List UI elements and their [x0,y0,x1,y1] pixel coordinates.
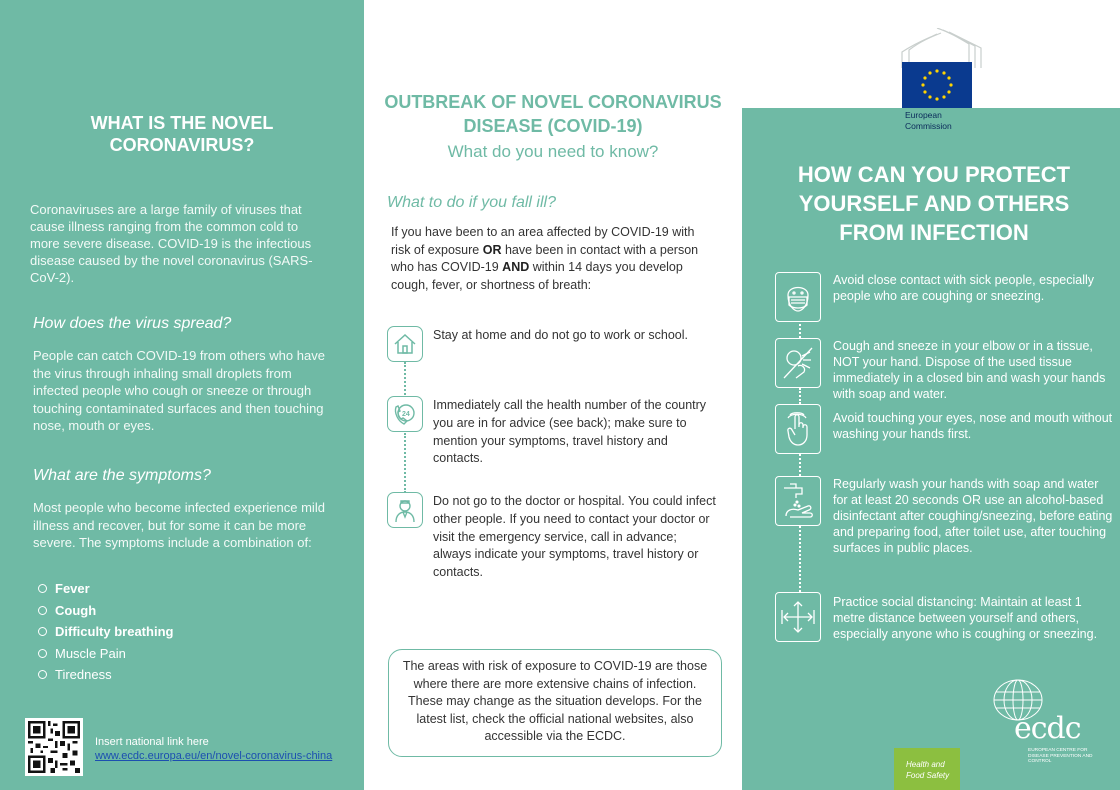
dotted-connector [799,324,801,338]
phone-24-icon [387,396,423,432]
ecdc-link[interactable]: www.ecdc.europa.eu/en/novel-coronavirus-china [95,750,333,762]
protect-text: Avoid touching your eyes, nose and mouth without washing your hands first. [833,411,1113,441]
protect-step-sneeze [775,338,1115,402]
doctor-icon [387,492,423,528]
qr-code-icon[interactable] [25,718,83,776]
main-subtitle: What do you need to know? [447,142,659,161]
fall-ill-intro: If you have been to an area affected by COVID-19 with risk of exposure OR have been in contact with a person who has COVID-19 AND within 14 days you develop cough, fever, or shortness of breath: [391,225,699,292]
touch-hand-icon [775,404,821,454]
bullet-icon [38,584,47,593]
step-call [387,396,727,468]
ecdc-logo [990,678,1100,764]
fall-ill-heading: What to do if you fall ill? [387,194,556,211]
list-item: Fever [38,578,173,600]
insert-link-block [95,735,332,763]
middle-panel [364,0,742,790]
eu-flag-icon [902,62,972,108]
protect-text: Avoid close contact with sick people, especially people who are coughing or sneezing. [833,273,1095,303]
spread-heading: How does the virus spread? [33,315,232,332]
list-item: Tiredness [38,664,173,686]
health-food-safety-badge: Health and Food Safety [894,748,960,790]
intro-text: Coronaviruses are a large family of viruses that cause illness ranging from the common cold to more severe disease. COVID-19 is the infectious disease caused by the novel coronavirus (SARS-CoV-2). [30,202,313,285]
right-panel [742,0,1120,790]
face-mask-icon [775,272,821,322]
spread-text: People can catch COVID-19 from others who have the virus through inhaling small droplets from infected people who cough or sneeze or through touching contaminated surfaces and then touching nose, mouth or eyes. [33,348,325,433]
protect-step-wash [775,476,1115,556]
svg-text:24: 24 [402,411,410,418]
step-text: Immediately call the health number of the country you are in for advice (see back); make sure to mention your symptoms, travel history and contacts. [433,398,707,466]
list-item: Difficulty breathing [38,621,173,643]
european-commission-logo [897,28,987,138]
distance-arrows-icon [775,592,821,642]
step-stay-home [387,326,727,362]
ecdc-wordmark: ecdc [1014,711,1081,746]
bullet-icon [38,649,47,658]
no-hand-sneeze-icon [775,338,821,388]
bullet-icon [38,627,47,636]
step-text: Stay at home and do not go to work or school. [433,328,689,342]
protect-text: Practice social distancing: Maintain at least 1 metre distance between yourself and others, especially anyone who is coughing or sneezing. [833,595,1098,641]
step-text: Do not go to the doctor or hospital. You could infect other people. If you need to contact your doctor or visit the emergency service, call in advance; always indicate your symptoms, travel history or contacts. [433,494,716,580]
bullet-icon [38,606,47,615]
insert-label: Insert national link here [95,736,209,748]
protect-step-contact [775,272,1115,322]
protect-text: Regularly wash your hands with soap and water for at least 20 seconds OR use an alcohol-based disinfectant after coughing/sneezing, before eating and preparing food, after toilet use, after touching surfaces in public places. [833,477,1113,555]
symptoms-list [38,578,173,686]
left-title: WHAT IS THE NOVEL CORONAVIRUS? [90,113,274,155]
ecdc-subtitle: EUROPEAN CENTRE FOR DISEASE PREVENTION AND CONTROL [1028,748,1093,764]
list-item: Muscle Pain [38,643,173,665]
protect-step-touch [775,404,1115,454]
symptoms-text: Most people who become infected experience mild illness and recover, but for some it can be more severe. The symptoms include a combination of: [33,500,325,550]
protect-text: Cough and sneeze in your elbow or in a tissue, NOT your hand. Dispose of the used tissue immediately in a closed bin and wash your hands with soap and water. [833,339,1106,401]
hand-wash-icon [775,476,821,526]
ec-label: European Commission [902,108,972,138]
dotted-connector [799,454,801,476]
house-icon [387,326,423,362]
symptoms-heading: What are the symptoms? [33,467,211,484]
step-doctor [387,492,727,582]
dotted-connector [404,362,406,398]
list-item: Cough [38,600,173,622]
protect-title: HOW CAN YOU PROTECT YOURSELF AND OTHERS FROM INFECTION [797,162,1071,245]
bullet-icon [38,670,47,679]
risk-areas-note: The areas with risk of exposure to COVID-19 are those where there are more extensive chains of infection. These may change as the situation develops. For the latest list, check the official national websites, also accessible via the ECDC. [388,649,722,757]
left-panel [0,0,364,790]
main-title: OUTBREAK OF NOVEL CORONAVIRUS DISEASE (COVID-19) [384,92,722,136]
protect-step-distance [775,592,1115,642]
